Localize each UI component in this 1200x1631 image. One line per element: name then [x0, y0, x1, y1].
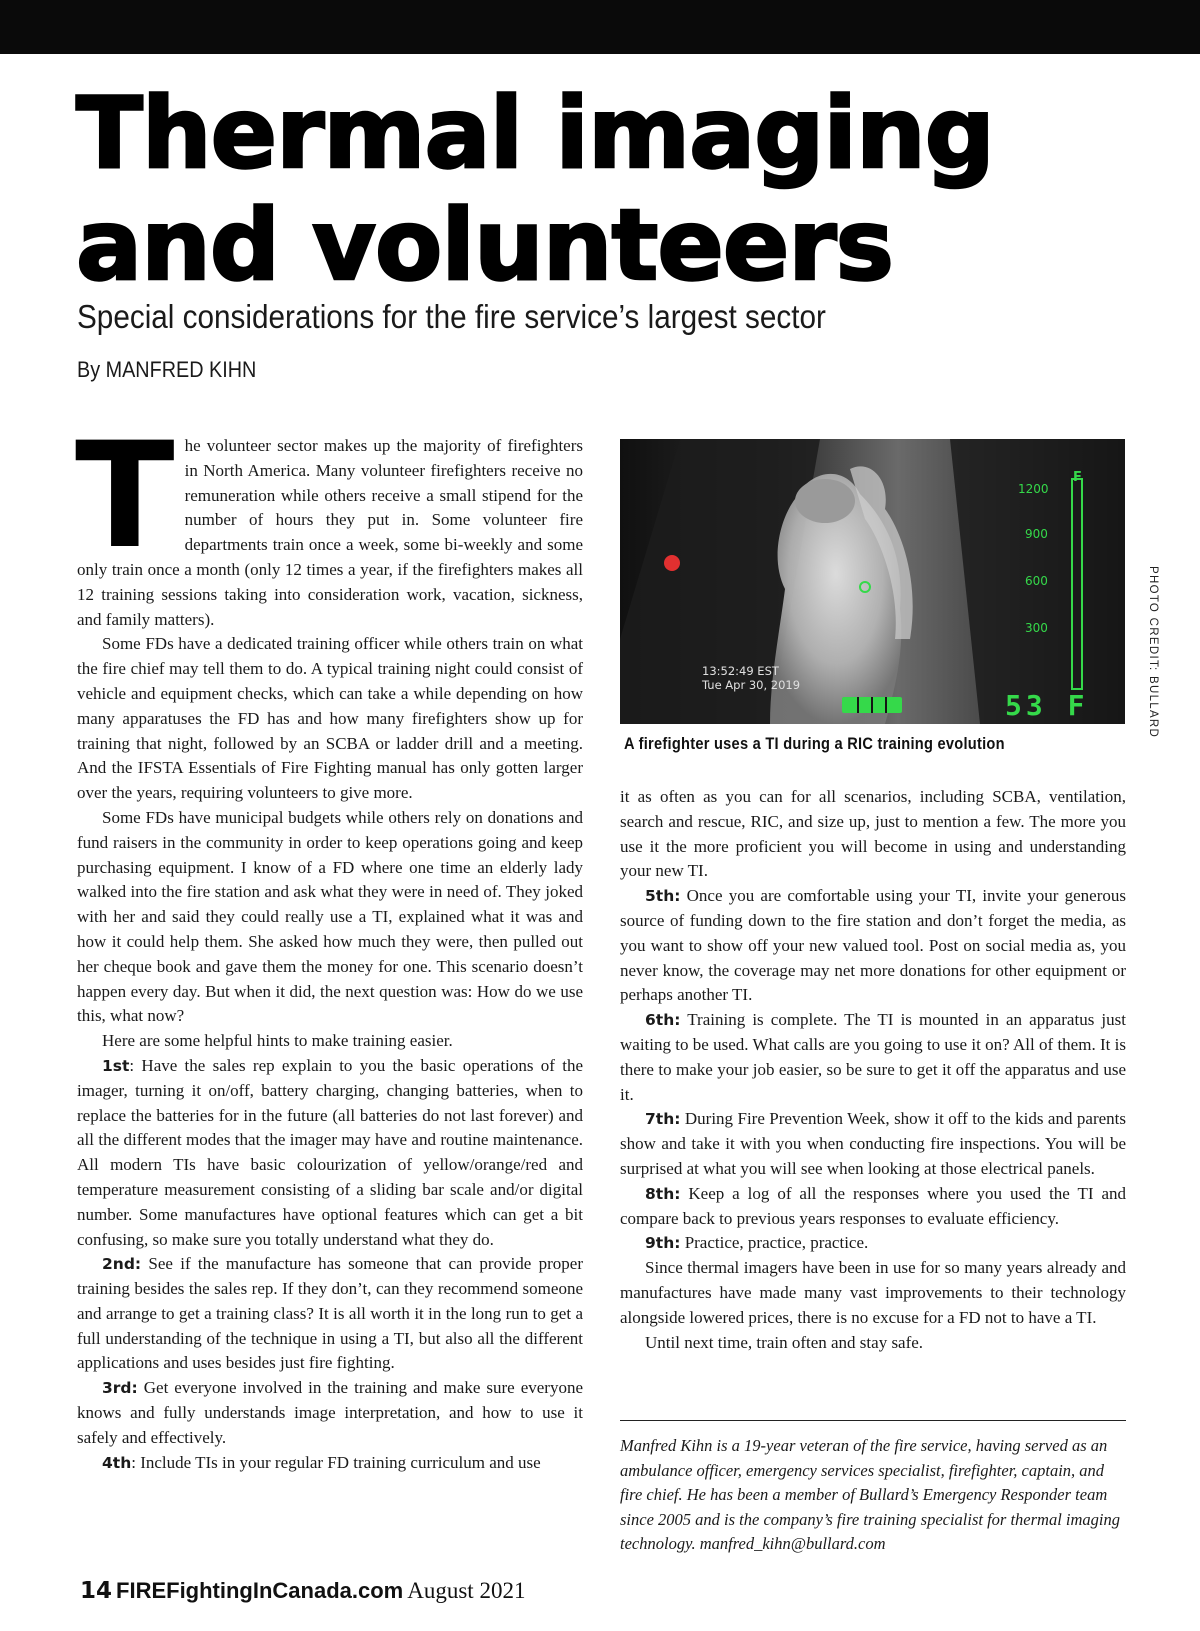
- photo-caption: A firefighter uses a TI during a RIC training evolution: [624, 734, 1005, 753]
- scale-tick: 900: [1025, 527, 1048, 541]
- photo-credit: [1147, 566, 1167, 739]
- magazine-site: FIREFightingInCanada.com: [116, 1578, 404, 1603]
- right-column: [620, 785, 1126, 1355]
- title-line-2: and volunteers: [76, 189, 893, 303]
- bio-divider: [620, 1420, 1126, 1421]
- temperature-readout: 53 F: [1005, 689, 1089, 722]
- step-5-label: 5th:: [645, 887, 681, 906]
- scale-tick: 1200: [1018, 482, 1049, 496]
- step-5-text: Once you are comfortable using your TI, invite your generous source of funding down to the fire station and don’t forget the media, as you want to show off your new valued tool. Post on social media as, you never know, the coverage may net more donations for other equipment or perhaps another TI.: [620, 886, 1126, 1005]
- title-line-1: Thermal imaging: [76, 77, 994, 191]
- step-9-label: 9th:: [645, 1234, 681, 1253]
- step-4-paragraph: [77, 1451, 583, 1476]
- step-8-paragraph: [620, 1182, 1126, 1232]
- step-6-text: Training is complete. The TI is mounted in an apparatus just waiting to be used. What calls are you going to use it on? All of them. It is there to make your job easier, so be sure to get it off the apparatus and use it.: [620, 1010, 1126, 1104]
- left-column: [75, 411, 583, 1475]
- step-4-label: 4th: [102, 1453, 132, 1472]
- issue-date: August 2021: [407, 1578, 526, 1603]
- thermal-image-photo: [620, 439, 1125, 724]
- step-3-paragraph: [77, 1376, 583, 1450]
- body-paragraph-1: [75, 411, 583, 632]
- page-footer: [80, 1578, 525, 1604]
- step-2-paragraph: [77, 1252, 583, 1376]
- step-6-label: 6th:: [645, 1011, 681, 1030]
- page-number: 14: [80, 1578, 113, 1604]
- step-9-paragraph: [620, 1231, 1126, 1256]
- step-1-text: : Have the sales rep explain to you the basic operations of the imager, turning it on/off, battery charging, changing batteries, when to replace the batteries for in the future (all batteries do not last forever) and all the different modes that the imager may have and routine maintenance. All modern TIs have basic colourization of yellow/orange/red and temperature measurement consisting of a sliding bar scale and/or digital number. Some manufactures have optional features which can get a bit confusing, so make sure you totally understand what they do.: [77, 1055, 583, 1249]
- step-8-label: 8th:: [645, 1184, 681, 1203]
- step-6-paragraph: [620, 1008, 1126, 1107]
- sign-off-paragraph: Until next time, train often and stay safe.: [645, 1332, 924, 1352]
- scale-top-label: F: [1073, 470, 1082, 485]
- closing-paragraph: Since thermal imagers have been in use for so many years already and manufactures have made many vast improvements to their technology alongside lowered prices, there is no excuse for a FD not to have a TI.: [620, 1258, 1126, 1327]
- step-7-text: During Fire Prevention Week, show it off to the kids and parents show and take it with you when conducting fire inspections. You will be surprised at what you will see when looking at those electrical panels.: [620, 1109, 1126, 1178]
- body-paragraph-4: Here are some helpful hints to make training easier.: [102, 1031, 453, 1051]
- article-title: [76, 78, 1136, 302]
- step-3-label: 3rd:: [102, 1379, 138, 1398]
- step-5-paragraph: [620, 884, 1126, 1008]
- top-black-bar: [0, 0, 1200, 54]
- thermal-image-graphic: [620, 439, 1125, 724]
- step-1-label: 1st: [102, 1056, 130, 1075]
- step-7-paragraph: [620, 1107, 1126, 1181]
- helmet: [795, 479, 855, 523]
- byline: By MANFRED KIHN: [77, 357, 257, 382]
- step-9-text: Practice, practice, practice.: [680, 1233, 869, 1253]
- hot-spot-marker: [664, 555, 680, 571]
- step-4-text: : Include TIs in your regular FD training curriculum and use: [131, 1452, 541, 1472]
- step-2-label: 2nd:: [102, 1255, 142, 1274]
- drop-cap: T: [75, 411, 175, 581]
- step-4-continued: it as often as you can for all scenarios, including SCBA, ventilation, search and rescue, RIC, and size up, just to mention a few. The more you use it the more proficient you will become in using and understanding your new TI.: [620, 787, 1126, 881]
- step-7-label: 7th:: [645, 1110, 681, 1129]
- step-8-text: Keep a log of all the responses where you used the TI and compare back to previous years responses to evaluate efficiency.: [620, 1183, 1126, 1228]
- scale-tick: 300: [1025, 621, 1048, 635]
- article-subtitle: Special considerations for the fire service’s largest sector: [77, 298, 826, 335]
- step-3-text: Get everyone involved in the training and make sure everyone knows and fully understands image interpretation, and how to use it safely and effectively.: [77, 1378, 583, 1447]
- paragraph-text: he volunteer sector makes up the majority of firefighters in North America. Many volunteer firefighters receive no remuneration while others receive a small stipend for the number of hours they put in. Some volunteer fire departments train once a week, some bi-weekly and some only train once a month (only 12 times a year, if the firefighters makes all 12 training sessions taking into consideration work, vacation, sickness, and family matters).: [77, 436, 583, 629]
- timestamp-time: 13:52:49 EST: [702, 664, 779, 678]
- scale-tick: 600: [1025, 574, 1048, 588]
- step-1-paragraph: [77, 1054, 583, 1252]
- timestamp-date: Tue Apr 30, 2019: [702, 678, 801, 692]
- photo-credit-text: PHOTO CREDIT: BULLARD: [1147, 566, 1159, 739]
- author-bio: Manfred Kihn is a 19-year veteran of the fire service, having served as an ambulance officer, emergency services specialist, firefighter, captain, and fire chief. He has been a member of Bullard’s Emergency Responder team since 2005 and is the company’s fire training specialist for thermal imaging technology. manfred_kihn@bullard.com: [620, 1436, 1121, 1553]
- body-paragraph-2: Some FDs have a dedicated training officer while others train on what the fire chief may tell them to do. A typical training night could consist of vehicle and equipment checks, which can take a while depending on how many apparatuses the FD has and how many firefighters show up for training that night, followed by an SCBA or ladder drill and a meeting. And the IFSTA Essentials of Fire Fighting manual has only gotten larger over the years, requiring volunteers to give more.: [77, 634, 583, 803]
- step-2-text: See if the manufacture has someone that can provide proper training besides the sales rep. If they don’t, can they recommend someone and arrange to get a training class? It is all worth it in the long run to get a full understanding of the technique in using a TI, but also all the different applications and uses besides just fire fighting.: [77, 1254, 583, 1373]
- body-paragraph-3: Some FDs have municipal budgets while others rely on donations and fund raisers in the community in order to keep operations going and keep purchasing equipment. I know of a FD where one time an elderly lady walked into the fire station and ask what they were in need of. They joked with her and said they could really use a TI, explained what it was and how it could help them. She asked how much they were, then pulled out her cheque book and gave them the money for one. This scenario doesn’t happen every day. But when it did, the next question was: How do we use this, what now?: [77, 807, 583, 1026]
